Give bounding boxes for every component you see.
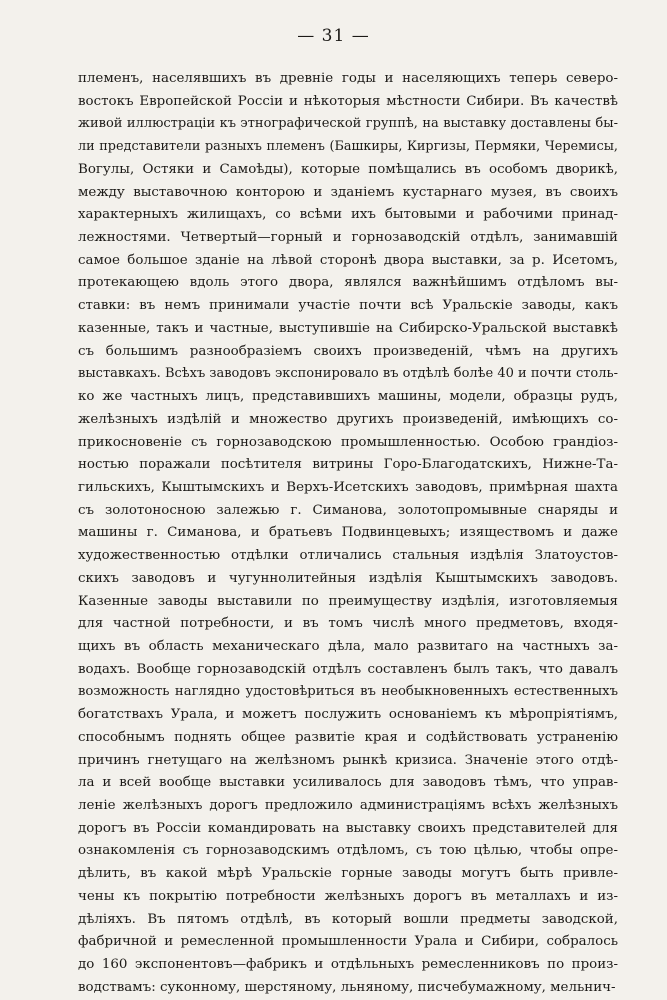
text-line: художественностью отдѣлки отличались стальныя издѣлія Златоустов-	[78, 548, 618, 564]
text-line: протекающею вдоль этого двора, являлся важнѣйшимъ отдѣломъ вы-	[78, 275, 618, 291]
body-text	[78, 68, 618, 999]
text-line: ли представители разныхъ племенъ (Башкиры, Киргизы, Пермяки, Черемисы,	[78, 139, 618, 155]
text-line: дѣлить, въ какой мѣрѣ Уральскіе горные заводы могутъ быть привле-	[78, 866, 618, 882]
text-line: машины г. Симанова, и братьевъ Подвинцевыхъ; изяществомъ и даже	[78, 525, 618, 541]
text-line: леніе желѣзныхъ дорогъ предложило администраціямъ всѣхъ желѣзныхъ	[78, 798, 618, 813]
text-line: характерныхъ жилищахъ, со всѣми ихъ бытовыми и рабочими принад-	[78, 207, 618, 223]
text-line: гильскихъ, Кыштымскихъ и Верхъ-Исетскихъ заводовъ, примѣрная шахта	[78, 479, 618, 495]
text-line: Казенные заводы выставили по преимуществу издѣлія, изготовляемыя	[78, 593, 618, 609]
text-line: причинъ гнетущаго на желѣзномъ рынкѣ кризиса. Значеніе этого отдѣ-	[78, 752, 618, 768]
text-line: водствамъ: суконному, шерстяному, льняному, писчебумажному, мельнич-	[78, 979, 616, 995]
text-line: фабричной и ремесленной промышленности Урала и Сибири, собралось	[78, 934, 618, 950]
text-line: казенные, такъ и частные, выступившіе на Сибирско-Уральской выставкѣ	[78, 320, 618, 336]
text-line: богатствахъ Урала, и можетъ послужить основаніемъ къ мѣропріятіямъ,	[78, 707, 618, 723]
text-line: ностью поражали посѣтителя витрины Горо-Благодатскихъ, Нижне-Та-	[78, 457, 618, 473]
text-line: желѣзныхъ издѣлій и множество другихъ произведеній, имѣющихъ со-	[78, 411, 618, 427]
text-line: скихъ заводовъ и чугуннолитейныя издѣлія Кыштымскихъ заводовъ.	[78, 570, 618, 586]
text-line: выставкахъ. Всѣхъ заводовъ экспонировало въ отдѣлѣ болѣе 40 и почти столь-	[78, 366, 618, 382]
text-line: щихъ въ область механическаго дѣла, мало развитаго на частныхъ за-	[78, 638, 618, 654]
text-line: прикосновеніе съ горнозаводскою промышленностью. Особою грандіоз-	[78, 434, 618, 450]
text-line: живой иллюстраціи къ этнографической группѣ, на выставку доставлены бы-	[78, 116, 618, 132]
text-line: между выставочною конторою и зданіемъ кустарнаго музея, въ своихъ	[78, 184, 618, 200]
text-line: возможность наглядно удостовѣриться въ необыкновенныхъ естественныхъ	[78, 684, 618, 700]
text-line: дорогъ въ Россіи командировать на выставку своихъ представителей для	[78, 820, 618, 836]
text-line: племенъ, населявшихъ въ древніе годы и населяющихъ теперь северо-	[78, 71, 618, 86]
text-line: ко же частныхъ лицъ, представившихъ машины, модели, образцы рудъ,	[78, 389, 618, 405]
text-line: ознакомленія съ горнозаводскимъ отдѣломъ, съ тою цѣлью, чтобы опре-	[78, 843, 618, 859]
page-number: — 31 —	[297, 26, 370, 46]
text-line: съ большимъ разнообразіемъ своихъ произведеній, чѣмъ на другихъ	[78, 343, 618, 359]
text-line: способнымъ поднять общее развитіе края и содѣйствовать устраненію	[78, 729, 618, 745]
text-line: съ золотоносною залежью г. Симанова, золотопромывные снаряды и	[78, 502, 618, 518]
text-line: ла и всей вообще выставки усиливалось для заводовъ тѣмъ, что управ-	[78, 775, 618, 791]
text-line: до 160 экспонентовъ—фабрикъ и отдѣльныхъ ремесленниковъ по произ-	[78, 957, 618, 973]
text-line: чены къ покрытію потребности желѣзныхъ дорогъ въ металлахъ и из-	[78, 888, 618, 904]
text-line: для частной потребности, и въ томъ числѣ много предметовъ, входя-	[78, 616, 618, 632]
text-line: ставки: въ немъ принимали участіе почти всѣ Уральскіе заводы, какъ	[78, 298, 618, 314]
text-line: водахъ. Вообще горнозаводскій отдѣлъ составленъ былъ такъ, что давалъ	[78, 661, 618, 677]
text-line: самое большое зданіе на лѣвой сторонѣ двора выставки, за р. Исетомъ,	[78, 252, 618, 268]
text-line: востокъ Европейской Россіи и нѣкоторыя мѣстности Сибири. Въ качествѣ	[78, 93, 618, 109]
text-line: дѣліяхъ. Въ пятомъ отдѣлѣ, въ который вошли предметы заводской,	[78, 911, 618, 927]
text-line: лежностями. Четвертый—горный и горнозаводскій отдѣлъ, занимавшій	[78, 230, 618, 246]
text-line: Вогулы, Остяки и Самоѣды), которые помѣщались въ особомъ дворикѣ,	[78, 161, 618, 177]
